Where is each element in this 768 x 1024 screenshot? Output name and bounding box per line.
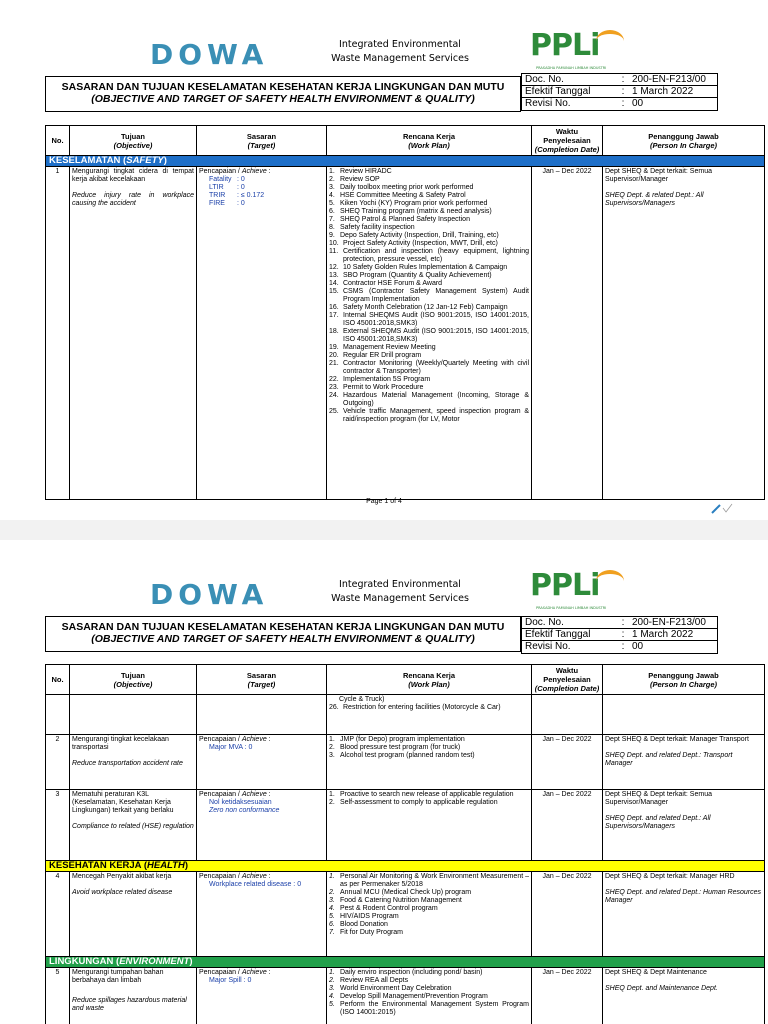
col-header-no: No.: [46, 665, 70, 695]
row-number: 4: [46, 872, 70, 957]
pic-text: Dept SHEQ & Dept terkait: Semua Supervisor/Manager: [605, 168, 712, 183]
plan-list: 26. Restriction for entering facilities (Motorcycle & Car): [329, 704, 501, 711]
plan-item: 3. World Environment Day Celebration: [329, 985, 452, 992]
row-number: 3: [46, 790, 70, 861]
org-line-1: Integrated Environmental: [339, 579, 461, 590]
effective-date-value: 1 March 2022: [632, 86, 694, 97]
plan-item: 2. Blood pressure test program (for truck): [329, 744, 461, 751]
objective-text: Mematuhi peraturan K3L (Keselamatan, Kesehatan Kerja Lingkungan) terkait yang berlaku: [72, 791, 174, 814]
row-number: 5: [46, 968, 70, 1024]
dowa-logo: DOWA: [150, 578, 269, 611]
col-header-no: No.: [46, 126, 70, 156]
target-cell: [197, 968, 327, 1024]
col-header-objective: Tujuan (Objective): [70, 665, 197, 695]
doc-no-row: Doc. No. : 200-EN-F213/00: [522, 617, 717, 629]
ppli-logo-arc-icon: [596, 570, 624, 592]
plan-item: 2. Review REA all Depts: [329, 977, 409, 984]
plan-item: 25. Vehicle traffic Management, speed inspection program & raid/inspection program (for LV, Motor: [329, 408, 529, 423]
col-header-target: Sasaran (Target): [197, 665, 327, 695]
section-row-environment: [46, 957, 765, 968]
target-cell: [197, 167, 327, 500]
plan-list: [329, 736, 529, 760]
objectives-table-page-1: [45, 125, 765, 500]
pic-text-en: SHEQ Dept. and Maintenance Dept.: [605, 985, 718, 992]
pic-text: Dept SHEQ & Dept Maintenance: [605, 969, 707, 976]
plan-item: 18. External SHEQMS Audit (ISO 9001:2015, ISO 14001:2015, ISO 45001:2018,SMK3): [329, 328, 529, 343]
target-item: FIRE : 0: [209, 200, 245, 207]
pic-text-en: SHEQ Dept. and related Dept.: All Supervisors/Managers: [605, 815, 711, 830]
ppli-logo-text: PPLi: [530, 28, 600, 63]
objective-text-en: Reduce spillages hazardous material and waste: [72, 997, 187, 1012]
objectives-table-page-2: [45, 664, 765, 1024]
pic-text: Dept SHEQ & Dept terkait: Manager Transport: [605, 736, 749, 743]
ppli-logo-text: PPLi: [530, 568, 600, 603]
plan-item: 8. Safety facility inspection: [329, 224, 415, 231]
plan-list: [329, 873, 529, 937]
completion-cell: Jan – Dec 2022: [532, 968, 603, 1024]
target-value: Nol ketidaksesuaian: [209, 799, 272, 806]
row-number: 2: [46, 735, 70, 790]
plan-item: 3. Food & Catering Nutrition Management: [329, 897, 462, 904]
target-cell: [197, 735, 327, 790]
plan-item: 3. Daily toolbox meeting prior work performed: [329, 184, 474, 191]
col-header-target: Sasaran (Target): [197, 126, 327, 156]
table-header-row: [46, 126, 765, 156]
pic-cell: [603, 735, 765, 790]
pic-cell: [603, 167, 765, 500]
objective-text-en: Compliance to related (HSE) regulation: [72, 823, 194, 830]
document-page-2: [0, 540, 768, 1024]
objective-cell: [70, 790, 197, 861]
col-header-objective: Tujuan (Objective): [70, 126, 197, 156]
org-line-1: Integrated Environmental: [339, 39, 461, 50]
table-header-row: [46, 665, 765, 695]
objective-text: Mencegah Penyakit akibat kerja: [72, 873, 172, 880]
pic-cell: [603, 790, 765, 861]
completion-cell: Jan – Dec 2022: [532, 872, 603, 957]
plan-item: 17. Internal SHEQMS Audit (ISO 9001:2015, ISO 14001:2015, ISO 45001:2018,SMK3): [329, 312, 529, 327]
col-header-pic: Penanggung Jawab (Person In Charge): [603, 665, 765, 695]
objective-text-en: Avoid workplace related disease: [72, 889, 173, 896]
doc-no-value: 200-EN-F213/00: [632, 617, 706, 628]
doc-no-value: 200-EN-F213/00: [632, 74, 706, 85]
plan-item: 9. Depo Safety Activity (Inspection, Drill, Training, etc): [329, 232, 499, 239]
target-item: LTIR : 0: [209, 184, 245, 191]
doc-no-row: Doc. No. : 200-EN-F213/00: [522, 74, 717, 86]
plan-cell: [327, 735, 532, 790]
table-row: [46, 790, 765, 861]
plan-cell: [327, 695, 532, 735]
completion-cell: Jan – Dec 2022: [532, 167, 603, 500]
effective-date-value: 1 March 2022: [632, 629, 694, 640]
effective-date-row: Efektif Tanggal : 1 March 2022: [522, 86, 717, 98]
target-value: Major Spill : 0: [209, 977, 252, 984]
document-title-box: [45, 616, 521, 652]
row-number: 1: [46, 167, 70, 500]
plan-item: 24. Hazardous Material Management (Incoming, Storage & Outgoing): [329, 392, 529, 407]
plan-item: 1. Review HIRADC: [329, 168, 392, 175]
objective-text: Mengurangi tingkat kecelakaan transportasi: [72, 736, 169, 751]
document-title: SASARAN DAN TUJUAN KESELAMATAN KESEHATAN KERJA LINGKUNGAN DAN MUTU: [61, 621, 505, 633]
revision-value: 00: [632, 641, 644, 652]
col-header-pic: Penanggung Jawab (Person In Charge): [603, 126, 765, 156]
dowa-logo: DOWA: [150, 38, 269, 71]
plan-item: 11. Certification and inspection (heavy equipment, lightning protection, pressure vessel, etc): [329, 248, 529, 263]
page-gap: [0, 520, 768, 540]
plan-cell: [327, 790, 532, 861]
plan-item: 13. SBO Program (Quantity & Quality Achievement): [329, 272, 492, 279]
objective-text: Mengurangi tumpahan bahan berbahaya dan limbah: [72, 969, 164, 984]
section-label-environment: LINGKUNGAN (ENVIRONMENT): [46, 957, 765, 968]
target-item: Fatality : 0: [209, 176, 245, 183]
target-label: Pencapaian / Achieve :: [199, 791, 271, 798]
target-label: Pencapaian / Achieve :: [199, 969, 271, 976]
objective-cell: [70, 968, 197, 1024]
plan-item: 3. Alcohol test program (planned random test): [329, 752, 475, 759]
pic-text-en: SHEQ Dept. & related Dept.: All Supervisors/Managers: [605, 192, 704, 207]
plan-continuation: Cycle & Truck): [339, 696, 385, 703]
target-cell: [197, 790, 327, 861]
plan-item: 14. Contractor HSE Forum & Award: [329, 280, 443, 287]
plan-item: 5. Perform the Environmental Management System Program (ISO 14001:2015): [329, 1001, 529, 1016]
plan-item: 2. Review SOP: [329, 176, 380, 183]
plan-item: 6. Blood Donation: [329, 921, 388, 928]
plan-item: 16. Safety Month Celebration (12 Jan-12 Feb) Campaign: [329, 304, 508, 311]
org-line-2: Waste Management Services: [331, 53, 469, 64]
plan-item: 2. Self-assessment to comply to applicable regulation: [329, 799, 498, 806]
plan-item: 6. SHEQ Training program (matrix & need analysis): [329, 208, 492, 215]
document-title-box: [45, 76, 521, 112]
document-subtitle: (OBJECTIVE AND TARGET OF SAFETY HEALTH ENVIRONMENT & QUALITY): [91, 93, 475, 105]
col-header-completion: Waktu Penyelesaian (Completion Date): [532, 665, 603, 695]
pic-text: Dept SHEQ & Dept terkait: Semua Supervisor/Manager: [605, 791, 712, 806]
ppli-logo: [530, 568, 630, 608]
plan-item: 7. Fit for Duty Program: [329, 929, 404, 936]
section-label-health: KESEHATAN KERJA (HEALTH): [46, 861, 765, 872]
revision-value: 00: [632, 98, 644, 109]
objective-cell: [70, 167, 197, 500]
plan-item: 2. Annual MCU (Medical Check Up) program: [329, 889, 472, 896]
target-value: Workplace related disease : 0: [209, 881, 302, 888]
ppli-logo-arc-icon: [596, 30, 624, 52]
plan-item: 4. Pest & Rodent Control program: [329, 905, 438, 912]
ppli-logo-tagline: PRASADHA PAMUNAH LIMBAH INDUSTRI: [536, 66, 607, 70]
org-line-2: Waste Management Services: [331, 593, 469, 604]
plan-list: [329, 168, 529, 424]
table-row: [46, 968, 765, 1024]
document-title: SASARAN DAN TUJUAN KESELAMATAN KESEHATAN KERJA LINGKUNGAN DAN MUTU: [61, 81, 505, 93]
plan-item: 4. Develop Spill Management/Prevention Program: [329, 993, 488, 1000]
target-value-en: Zero non conformance: [209, 807, 280, 814]
target-value: Major MVA : 0: [209, 744, 253, 751]
plan-item: 15. CSMS (Contractor Safety Management System) Audit Program Implementation: [329, 288, 529, 303]
plan-item: 1. Personal Air Monitoring & Work Environment Measurement – as per Permenaker 5/2018: [329, 873, 529, 888]
plan-item: 7. SHEQ Patrol & Planned Safety Inspection: [329, 216, 470, 223]
plan-item: 1. JMP (for Depo) program implementation: [329, 736, 465, 743]
table-row: [46, 735, 765, 790]
table-row: [46, 872, 765, 957]
section-label-safety: KESELAMATAN (SAFETY): [46, 156, 765, 167]
plan-item: 4. HSE Committee Meeting & Safety Patrol: [329, 192, 466, 199]
objective-cell: [70, 735, 197, 790]
plan-item: 1. Proactive to search new release of applicable regulation: [329, 791, 514, 798]
completion-cell: Jan – Dec 2022: [532, 790, 603, 861]
revision-row: Revisi No. : 00: [522, 641, 717, 653]
target-label: Pencapaian / Achieve :: [199, 736, 271, 743]
target-item: TRIR : ≤ 0.172: [209, 192, 265, 199]
plan-item: 1. Daily enviro inspection (including pond/ basin): [329, 969, 483, 976]
target-cell: [197, 872, 327, 957]
organization-name: [330, 578, 470, 606]
plan-item: 23. Permit to Work Procedure: [329, 384, 424, 391]
table-row: [46, 695, 765, 735]
section-row-health: [46, 861, 765, 872]
target-label: Pencapaian / Achieve :: [199, 168, 271, 175]
plan-item: 5. Kiken Yochi (KY) Program prior work performed: [329, 200, 488, 207]
plan-cell: [327, 968, 532, 1024]
plan-cell: [327, 167, 532, 500]
objective-text-en: Reduce transportation accident rate: [72, 760, 183, 767]
ppli-logo: [530, 28, 630, 68]
plan-item: 20. Regular ER Drill program: [329, 352, 422, 359]
ppli-logo-tagline: PRASADHA PAMUNAH LIMBAH INDUSTRI: [536, 606, 607, 610]
col-header-plan: Rencana Kerja (Work Plan): [327, 126, 532, 156]
pen-icon: [710, 502, 734, 514]
document-info-box: [521, 73, 718, 111]
revision-row: Revisi No. : 00: [522, 98, 717, 110]
target-list: [199, 176, 324, 208]
plan-list: [329, 791, 529, 807]
objective-text: Mengurangi tingkat cidera di tempat kerja akibat kecelakaan: [72, 168, 194, 183]
pic-text-en: SHEQ Dept. and related Dept.: Human Resources Manager: [605, 889, 762, 904]
pic-cell: [603, 872, 765, 957]
document-subtitle: (OBJECTIVE AND TARGET OF SAFETY HEALTH ENVIRONMENT & QUALITY): [91, 633, 475, 645]
plan-list: [329, 969, 529, 1017]
target-label: Pencapaian / Achieve :: [199, 873, 271, 880]
plan-item: 21. Contractor Monitoring (Weekly/Quartely Meeting with civil contractor & Transporter): [329, 360, 529, 375]
organization-name: [330, 38, 470, 66]
table-row: [46, 167, 765, 500]
completion-cell: Jan – Dec 2022: [532, 735, 603, 790]
pic-text-en: SHEQ Dept. and related Dept.: Transport Manager: [605, 752, 733, 767]
plan-item: 12. 10 Safety Golden Rules Implementation & Campaign: [329, 264, 508, 271]
effective-date-row: Efektif Tanggal : 1 March 2022: [522, 629, 717, 641]
section-row-safety: [46, 156, 765, 167]
plan-item: 10. Project Safety Activity (Inspection, MWT, Drill, etc): [329, 240, 498, 247]
col-header-completion: Waktu Penyelesaian (Completion Date): [532, 126, 603, 156]
document-info-box: [521, 616, 718, 654]
col-header-plan: Rencana Kerja (Work Plan): [327, 665, 532, 695]
page-footer: Page 1 of 4: [366, 498, 402, 505]
pic-text: Dept SHEQ & Dept terkait: Manager HRD: [605, 873, 735, 880]
pic-cell: [603, 968, 765, 1024]
plan-item: 22. Implementation 5S Program: [329, 376, 431, 383]
objective-text-en: Reduce injury rate in workplace causing the accident: [72, 192, 194, 207]
objective-cell: [70, 872, 197, 957]
plan-item: 5. HIV/AIDS Program: [329, 913, 399, 920]
plan-cell: [327, 872, 532, 957]
plan-item: 19. Management Review Meeting: [329, 344, 436, 351]
